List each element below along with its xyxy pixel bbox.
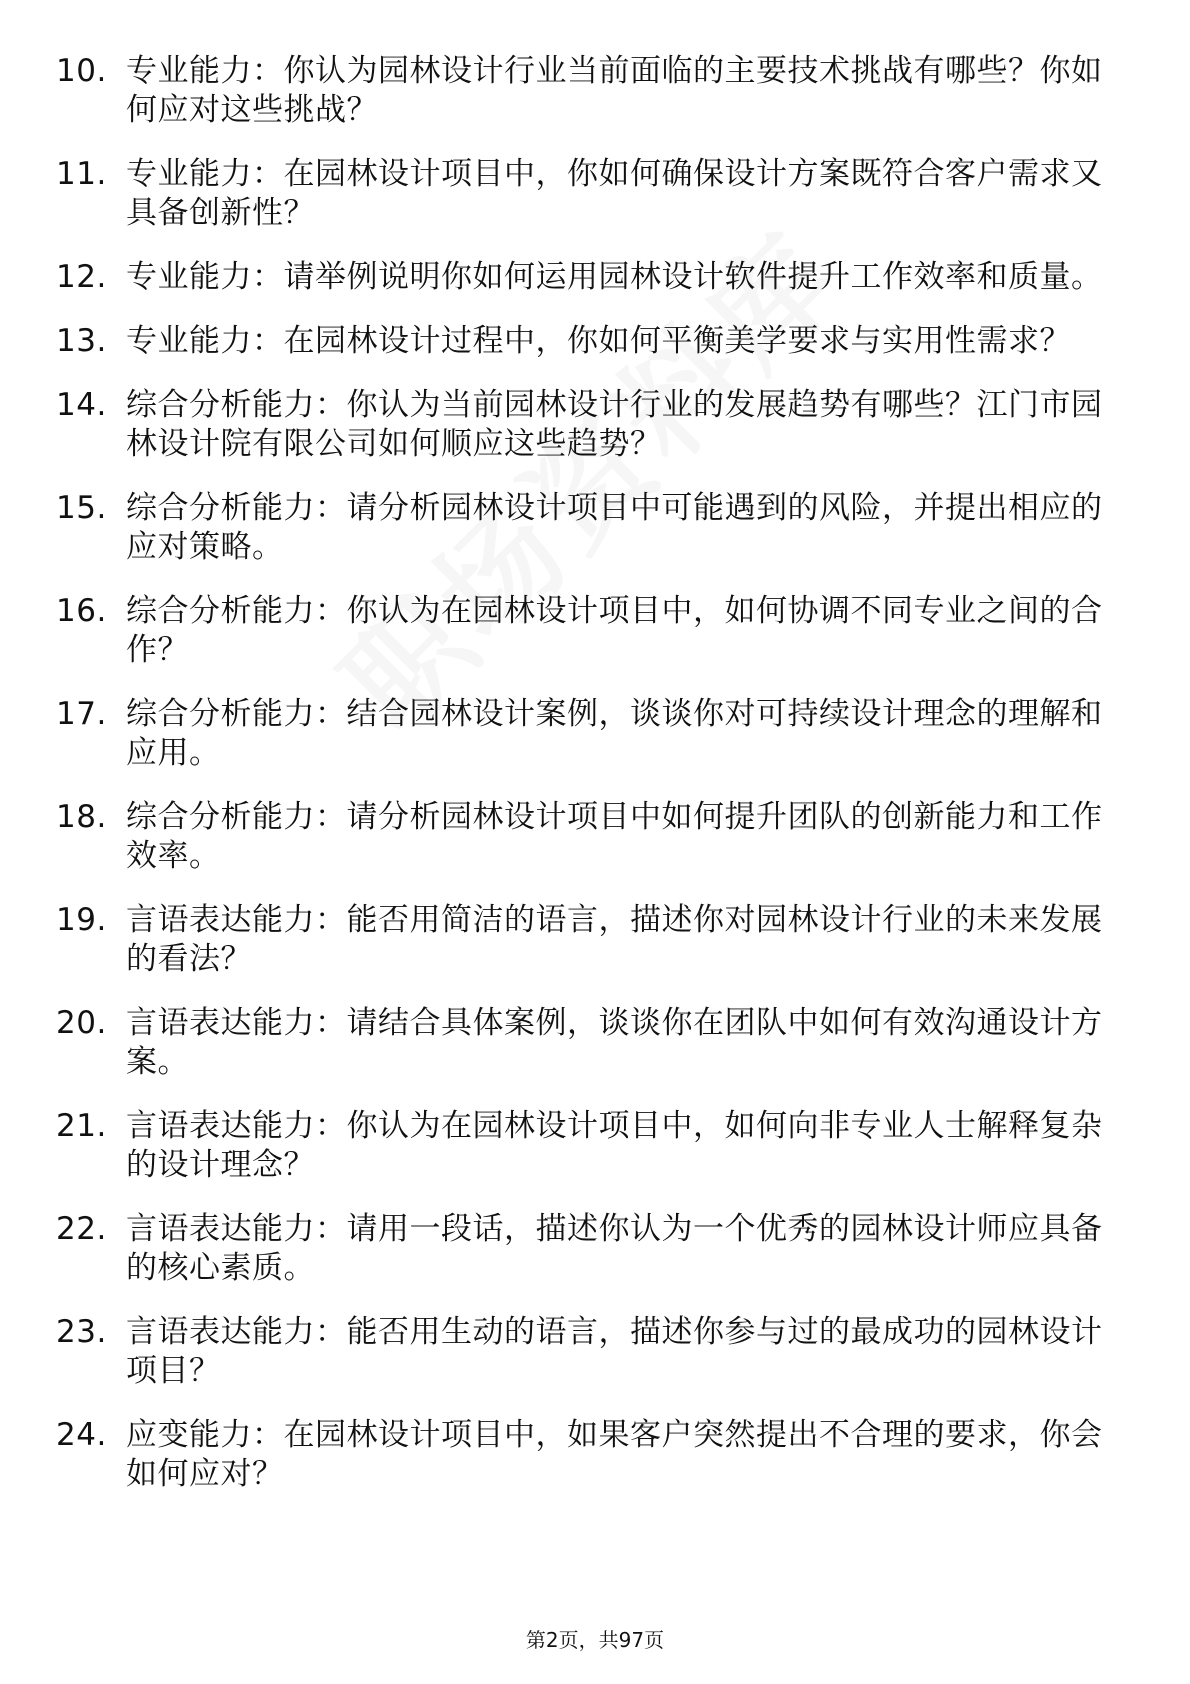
question-text: 专业能力：在园林设计项目中，你如何确保设计方案既符合客户需求又具备创新性？ <box>126 156 1103 231</box>
question-text: 言语表达能力：能否用生动的语言，描述你参与过的最成功的园林设计项目？ <box>126 1314 1103 1389</box>
question-text: 言语表达能力：你认为在园林设计项目中，如何向非专业人士解释复杂的设计理念？ <box>126 1108 1103 1183</box>
question-number: 22. <box>56 1211 107 1247</box>
question-number: 14. <box>56 387 107 423</box>
question-text: 综合分析能力：你认为在园林设计项目中，如何协调不同专业之间的合作？ <box>126 593 1103 668</box>
question-item <box>56 489 1116 567</box>
question-list <box>56 52 1116 1519</box>
question-item <box>56 1107 1116 1185</box>
question-text: 言语表达能力：请用一段话，描述你认为一个优秀的园林设计师应具备的核心素质。 <box>126 1211 1103 1286</box>
question-number: 20. <box>56 1005 107 1041</box>
question-item <box>56 592 1116 670</box>
question-item <box>56 52 1116 130</box>
question-number: 10. <box>56 53 107 89</box>
question-text: 应变能力：在园林设计项目中，如果客户突然提出不合理的要求，你会如何应对？ <box>126 1417 1103 1492</box>
question-text: 综合分析能力：结合园林设计案例，谈谈你对可持续设计理念的理解和应用。 <box>126 696 1103 771</box>
question-number: 18. <box>56 799 107 835</box>
question-item <box>56 901 1116 979</box>
question-number: 16. <box>56 593 107 629</box>
question-item <box>56 322 1116 361</box>
question-item <box>56 1004 1116 1082</box>
question-number: 23. <box>56 1314 107 1350</box>
question-item <box>56 386 1116 464</box>
question-item <box>56 1313 1116 1391</box>
question-item <box>56 798 1116 876</box>
question-text: 综合分析能力：请分析园林设计项目中可能遇到的风险，并提出相应的应对策略。 <box>126 490 1103 565</box>
question-number: 12. <box>56 259 107 295</box>
question-text: 言语表达能力：请结合具体案例，谈谈你在团队中如何有效沟通设计方案。 <box>126 1005 1103 1080</box>
question-text: 言语表达能力：能否用简洁的语言，描述你对园林设计行业的未来发展的看法？ <box>126 902 1103 977</box>
question-text: 专业能力：你认为园林设计行业当前面临的主要技术挑战有哪些？你如何应对这些挑战？ <box>126 53 1103 128</box>
question-number: 21. <box>56 1108 107 1144</box>
question-item <box>56 1210 1116 1288</box>
question-number: 17. <box>56 696 107 732</box>
question-number: 19. <box>56 902 107 938</box>
question-number: 13. <box>56 323 107 359</box>
question-text: 专业能力：在园林设计过程中，你如何平衡美学要求与实用性需求？ <box>126 323 1071 359</box>
page-number-footer: 第2页，共97页 <box>525 1628 665 1652</box>
question-number: 24. <box>56 1417 107 1453</box>
question-text: 专业能力：请举例说明你如何运用园林设计软件提升工作效率和质量。 <box>126 259 1103 295</box>
question-number: 11. <box>56 156 107 192</box>
question-number: 15. <box>56 490 107 526</box>
question-item <box>56 258 1116 297</box>
question-item <box>56 155 1116 233</box>
question-item <box>56 695 1116 773</box>
question-text: 综合分析能力：你认为当前园林设计行业的发展趋势有哪些？江门市园林设计院有限公司如何顺应这些趋势？ <box>126 387 1103 462</box>
question-item <box>56 1416 1116 1494</box>
question-text: 综合分析能力：请分析园林设计项目中如何提升团队的创新能力和工作效率。 <box>126 799 1103 874</box>
